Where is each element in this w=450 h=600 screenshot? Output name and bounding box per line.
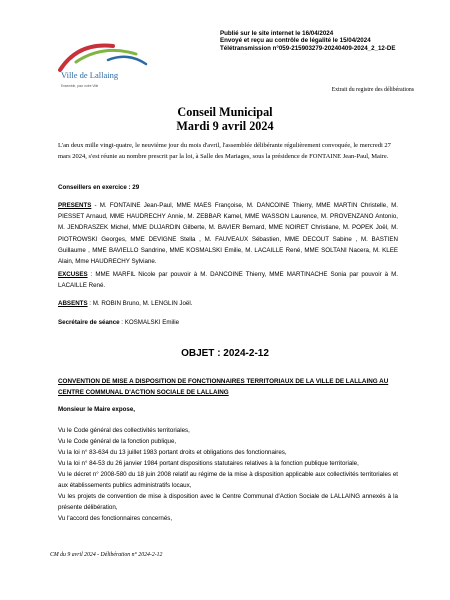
- list-item: Vu les projets de convention de mise à disposition avec le Centre Communal d'Action Sociale de LALLAING annexés à la présente délibération,: [58, 493, 398, 511]
- logo-swoosh-icon: [58, 40, 168, 95]
- intro-paragraph: L'an deux mille vingt-quatre, le neuvième jour du mois d'avril, l'assemblée délibérante régulièrement convoquée, le mercredi 27 mars 2024, s'est réunie au nombre prescrit par la loi, à Salle des Mariages, sous la présidence de FONTAINE Jean-Paul, Maire.: [58, 142, 391, 160]
- absents-label: ABSENTS: [58, 300, 88, 307]
- presents-paragraph: [58, 200, 398, 267]
- excuses-paragraph: [58, 269, 398, 291]
- list-item: Vu la loi n° 83-634 du 13 juillet 1983 portant droits et obligations des fonctionnaires,: [58, 449, 287, 456]
- secretaire-text: : KOSMALSKI Emilie: [119, 319, 180, 326]
- town-logo: [58, 40, 168, 95]
- stamp-line: Envoyé et reçu au contrôle de légalité le 15/04/2024: [220, 37, 371, 45]
- registry-extract-label: Extrait du registre des délibérations: [331, 87, 414, 93]
- meeting-date: Mardi 9 avril 2024: [176, 119, 274, 133]
- list-item: Vu le décret n° 2008-580 du 18 juin 2008 relatif au régime de la mise à disposition applicable aux collectivités territoriales et aux établissements publics administratifs locaux,: [58, 471, 398, 489]
- presents-text: - M. FONTAINE Jean-Paul, MME MAES Françoise, M. DANCOINE Thierry, MME MARTIN Christelle, M. PIESSET Arnaud, MME HAUDRECHY Annie, M. ZEBBAR Kamel, MME WASSON Laurence, M. PROVENZANO Antonio, M. JENDRASZEK Michel, MME DUJARDIN Gilberte, M. BAVIER Bernard, MME NOIRET Christiane, M. POPEK Joël, M. PIOTROWSKI Georges, MME DEVIGNE Stella , M. FAUVEAUX Sébastien, MME DECOUT Sabine , M. BASTIEN Guillaume , MME BAVIELLO Sandrine, MME KOSMALSKI Emilie, M. LACAILLE René, MME SOLTANI Nacera, M. KLEE Alain, Mme HAUDRECHY Sylviane.: [58, 202, 398, 266]
- monsieur-line: Monsieur le Maire expose,: [58, 406, 136, 413]
- page-title: Conseil Municipal: [177, 105, 273, 119]
- conseillers-value: : 29: [126, 184, 140, 191]
- secretaire-paragraph: [58, 317, 398, 328]
- conseillers-line: [58, 182, 398, 193]
- absents-text: : M. ROBIN Bruno, M. LENGLIN Joël.: [87, 300, 193, 307]
- list-item: Vu la loi n° 84-53 du 26 janvier 1984 portant dispositions statutaires relatives à la fonction publique territoriale,: [58, 460, 359, 467]
- logo-tagline: Ensemble, pour notre Ville: [61, 84, 99, 88]
- stamp-line: Télétransmission n°059-215903279-20240409-2024_2_12-DE: [220, 44, 396, 52]
- objet-heading: OBJET : 2024-2-12: [181, 348, 269, 359]
- secretaire-label: Secrétaire de séance: [58, 319, 120, 326]
- conseillers-label: Conseillers en exercice: [58, 184, 127, 191]
- list-item: Vu le Code général de la fonction publique,: [58, 438, 177, 445]
- stamp-line: Publié sur le site internet le 16/04/2024: [220, 30, 334, 37]
- vu-list: [58, 425, 398, 524]
- absents-paragraph: [58, 298, 398, 309]
- excuses-text: : MME MARFIL Nicole par pouvoir à M. DANCOINE Thierry, MME MARTINACHE Sonia par pouvoir à M. LACAILLE René.: [58, 271, 398, 290]
- presents-label: PRESENTS: [58, 202, 92, 209]
- list-item: Vu l'accord des fonctionnaires concernés,: [58, 515, 173, 522]
- list-item: Vu le Code général des collectivités territoriales,: [58, 427, 190, 434]
- legality-stamp: [220, 30, 396, 52]
- page-footer: CM du 9 avril 2024 - Délibération n° 2024-2-12: [50, 552, 163, 558]
- logo-text: Ville de Lallaing: [61, 70, 119, 80]
- convention-title: CONVENTION DE MISE A DISPOSITION DE FONCTIONNAIRES TERRITORIAUX DE LA VILLE DE LALLAING AU CENTRE COMMUNAL D'ACTION SOCIALE DE LALLAING: [58, 378, 389, 396]
- excuses-label: EXCUSES: [58, 271, 88, 278]
